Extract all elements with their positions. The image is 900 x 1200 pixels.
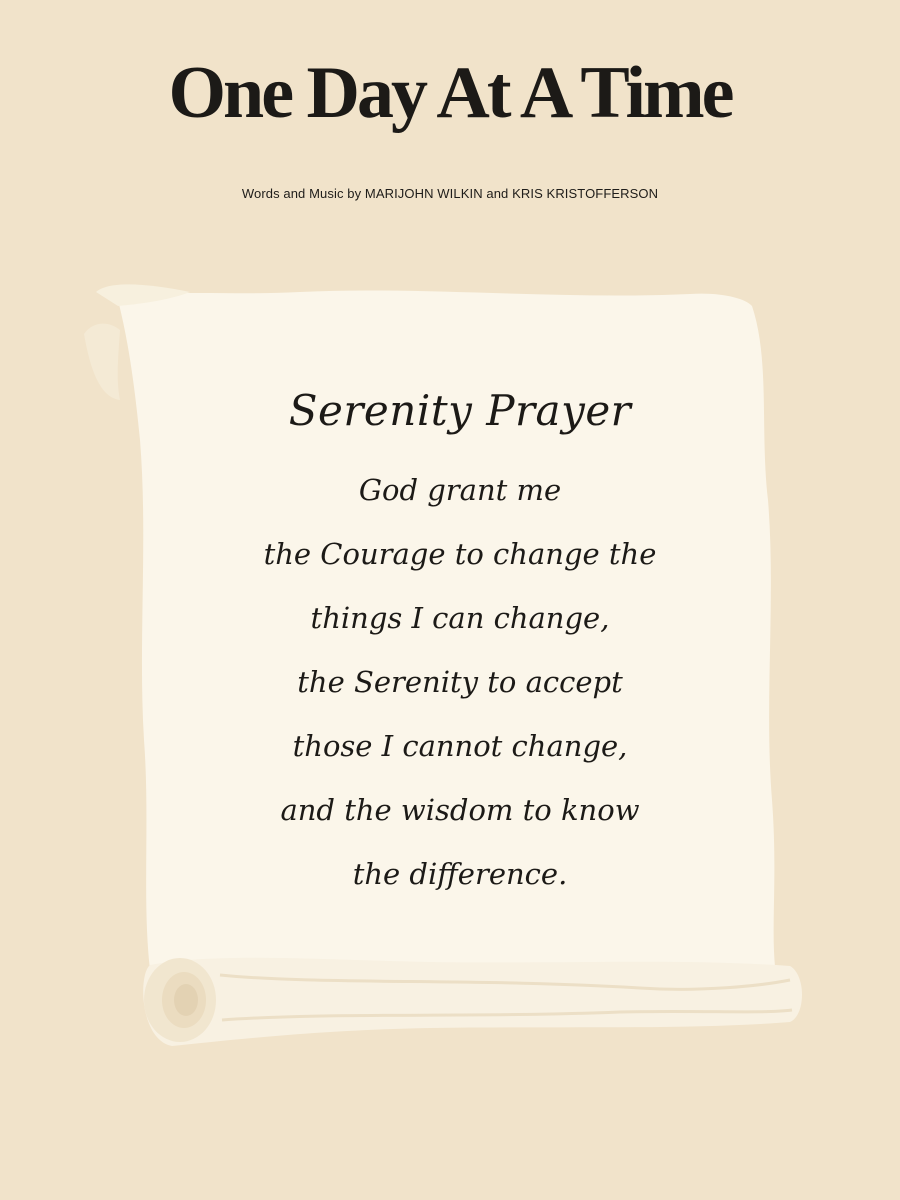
prayer-line: the difference. — [352, 857, 568, 892]
song-credits: Words and Music by MARIJOHN WILKIN and KRIS KRISTOFFERSON — [241, 186, 659, 201]
scroll-text-block — [200, 388, 720, 906]
prayer-line: those I cannot change, — [292, 729, 628, 764]
prayer-line: the Serenity to accept — [297, 665, 623, 700]
prayer-line: and the wisdom to know — [280, 793, 640, 828]
prayer-line: the Courage to change the — [263, 537, 657, 572]
prayer-heading: Serenity Prayer — [288, 386, 632, 435]
prayer-line: God grant me — [358, 473, 562, 508]
prayer-line: things I can change, — [310, 601, 610, 636]
song-title: One Day At A Time — [168, 52, 732, 134]
